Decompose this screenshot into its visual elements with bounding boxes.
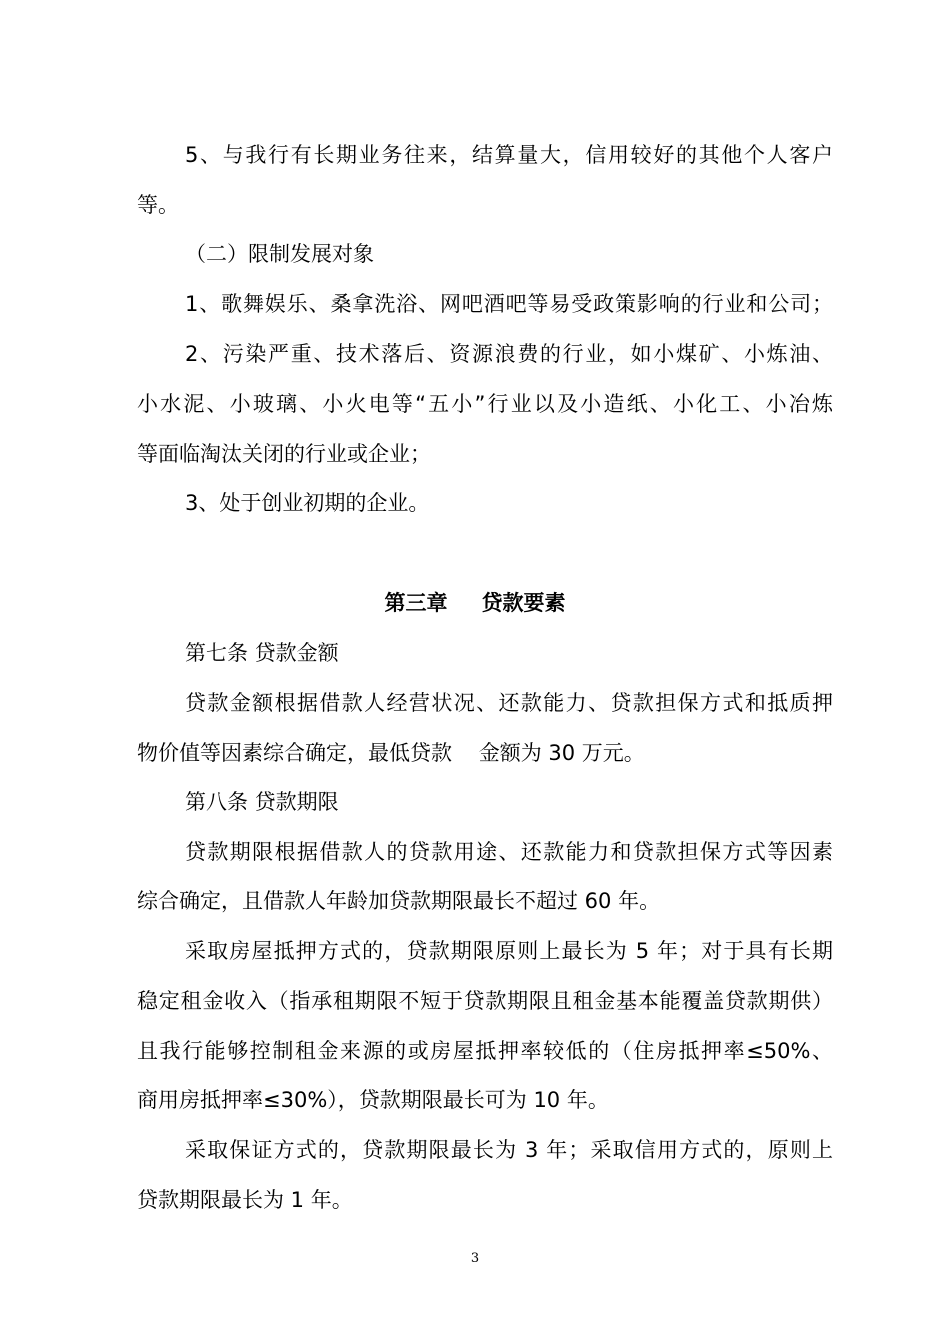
article-8-p2-line-3: 且我行能够控制租金来源的或房屋抵押率较低的（住房抵押率≤50%、	[137, 1039, 833, 1063]
restricted-item-2-line-3: 等面临淘汰关闭的行业或企业；	[137, 442, 431, 466]
item-5-line-1: 5、与我行有长期业务往来，结算量大，信用较好的其他个人客户	[185, 143, 833, 167]
article-8-p2-line-2: 稳定租金收入（指承租期限不短于贷款期限且租金基本能覆盖贷款期供）	[137, 989, 833, 1013]
article-8-p2-line-1: 采取房屋抵押方式的，贷款期限原则上最长为 5 年；对于具有长期	[185, 939, 833, 963]
article-8-p3-line-1: 采取保证方式的，贷款期限最长为 3 年；采取信用方式的，原则上	[185, 1138, 833, 1162]
restricted-item-3: 3、处于创业初期的企业。	[185, 491, 430, 515]
section-2-title: （二）限制发展对象	[185, 242, 374, 266]
article-8-title: 第八条 贷款期限	[185, 790, 339, 814]
article-7-line-1: 贷款金额根据借款人经营状况、还款能力、贷款担保方式和抵质押	[185, 691, 833, 715]
page-number: 3	[470, 1251, 480, 1266]
article-8-p2-line-4: 商用房抵押率≤30%），贷款期限最长可为 10 年。	[137, 1088, 609, 1112]
article-8-p1-line-2: 综合确定，且借款人年龄加贷款期限最长不超过 60 年。	[137, 889, 661, 913]
restricted-item-1: 1、歌舞娱乐、桑拿洗浴、网吧酒吧等易受政策影响的行业和公司；	[185, 292, 833, 316]
article-7-title: 第七条 贷款金额	[185, 641, 339, 665]
chapter-title: 贷款要素	[481, 591, 566, 615]
article-8-p3-line-2: 贷款期限最长为 1 年。	[137, 1188, 353, 1212]
chapter-number: 第三章	[384, 591, 448, 615]
item-5-line-2: 等。	[137, 193, 179, 217]
article-7-line-2: 物价值等因素综合确定，最低贷款 金额为 30 万元。	[137, 741, 645, 765]
article-8-p1-line-1: 贷款期限根据借款人的贷款用途、还款能力和贷款担保方式等因素	[185, 840, 833, 864]
restricted-item-2-line-1: 2、污染严重、技术落后、资源浪费的行业，如小煤矿、小炼油、	[185, 342, 833, 366]
restricted-item-2-line-2: 小水泥、小玻璃、小火电等“五小”行业以及小造纸、小化工、小冶炼	[137, 392, 833, 416]
chapter-heading	[0, 588, 950, 618]
